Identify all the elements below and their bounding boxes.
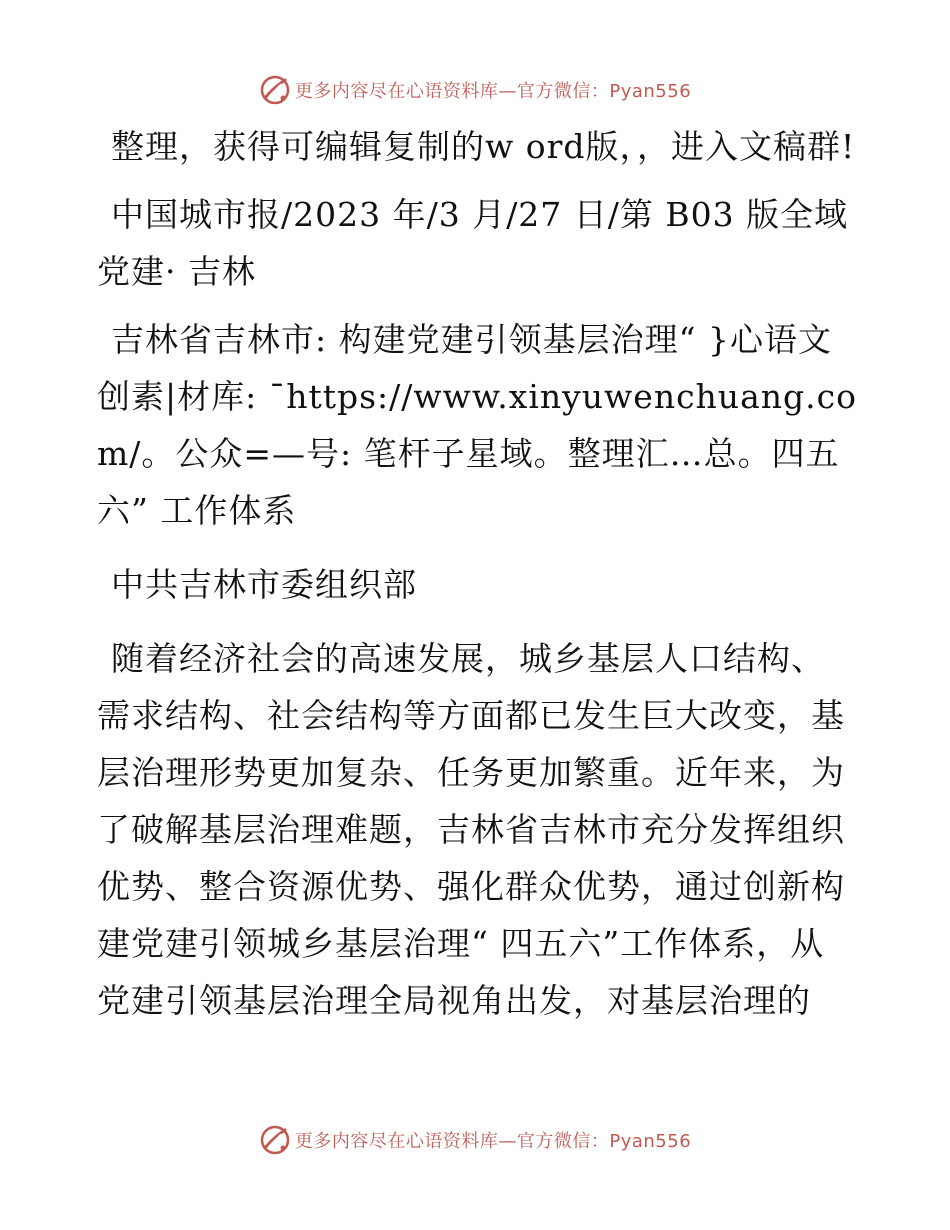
brush-logo-icon [259,1124,291,1156]
brush-logo-icon [259,74,291,106]
document-body [97,118,857,1029]
header-watermark [0,72,950,108]
article-title: 吉林省吉林市: 构建党建引领基层治理“ }心语文创素|材库: ¯https://www.xinyuwenchuang.com/。公众=—号: 笔杆子星域。整理汇…总。四五六” 工作体系 [97,320,857,530]
watermark-text: 更多内容尽在心语资料库—官方微信：Pyan556 [294,81,692,102]
intro-paragraph: 整理，获得可编辑复制的w ord版，，进入文稿群! [111,127,856,166]
watermark-text: 更多内容尽在心语资料库—官方微信：Pyan556 [294,1131,692,1152]
footer-watermark [0,1122,950,1158]
author-line: 中共吉林市委组织部 [111,565,417,604]
body-paragraph: 随着经济社会的高速发展，城乡基层人口结构、需求结构、社会结构等方面都已发生巨大改变，基层治理形势更加复杂、任务更加繁重。近年来，为了破解基层治理难题，吉林省吉林市充分发挥组织优势、整合资源优势、强化群众优势，通过创新构建党建引领城乡基层治理“ 四五六”工作体系，从党建引领基层治理全局视角出发，对基层治理的 [97,639,845,1020]
source-line: 中国城市报/2023 年/3 月/27 日/第 B03 版全域党建· 吉林 [97,195,849,291]
